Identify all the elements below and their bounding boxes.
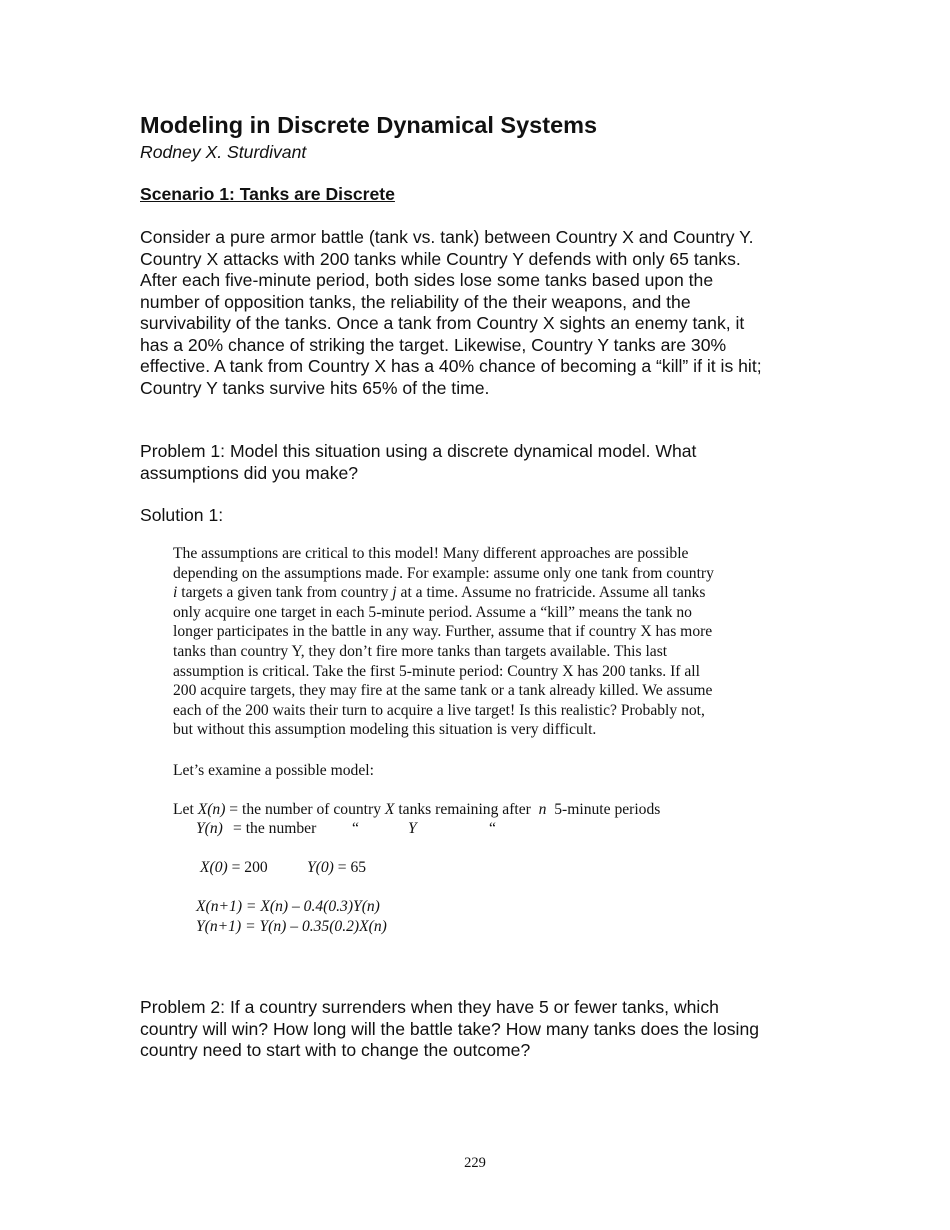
solution-line: but without this assumption modeling this situation is very difficult.: [173, 721, 597, 739]
scenario-line: survivability of the tanks. Once a tank from Country X sights an enemy tank, it: [140, 313, 745, 333]
examine-line: Let’s examine a possible model:: [173, 762, 374, 779]
author-name: Rodney X. Sturdivant: [140, 142, 307, 162]
definition-y-text: = the number: [233, 820, 317, 837]
solution-line: i targets a given tank from country j at a time. Assume no fratricide. Assume all tanks: [173, 584, 706, 602]
ditto-mark: “: [489, 820, 496, 837]
solution-line: tanks than country Y, they don’t fire more tanks than targets available. This last: [173, 642, 668, 660]
problem-2-line: Problem 2: If a country surrenders when they have 5 or fewer tanks, which: [140, 997, 719, 1017]
scenario-line: number of opposition tanks, the reliability of the their weapons, and the: [140, 291, 691, 312]
problem-2: [140, 997, 759, 1062]
definition-y-label: Y(n): [196, 820, 223, 837]
scenario-paragraph: [140, 227, 762, 399]
problem-1: [140, 441, 696, 484]
equation-x: X(n+1) = X(n) – 0.4(0.3)Y(n): [196, 898, 380, 915]
solution-line: each of the 200 waits their turn to acquire a live target! Is this realistic? Probably not,: [173, 701, 705, 719]
problem-2-line: country need to start with to change the outcome?: [140, 1040, 531, 1060]
page-title: Modeling in Discrete Dynamical Systems: [140, 112, 598, 138]
scenario-heading: Scenario 1: Tanks are Discrete: [140, 184, 395, 204]
page-number: 229: [464, 1155, 486, 1171]
solution-1-label: Solution 1:: [140, 505, 224, 525]
solution-line: assumption is critical. Take the first 5-minute period: Country X has 200 tanks. If all: [173, 662, 700, 680]
scenario-line: Consider a pure armor battle (tank vs. tank) between Country X and Country Y.: [140, 227, 754, 247]
scenario-line: has a 20% chance of striking the target. Likewise, Country Y tanks are 30%: [140, 334, 727, 355]
problem-1-line: Problem 1: Model this situation using a discrete dynamical model. What: [140, 441, 697, 461]
initial-x: X(0) = 200: [200, 859, 268, 876]
solution-line: longer participates in the battle in any way. Further, assume that if country X has more: [173, 623, 713, 641]
scenario-line: After each five-minute period, both sides lose some tanks based upon the: [140, 270, 714, 290]
solution-line: 200 acquire targets, they may fire at the same tank or a tank already killed. We assume: [173, 682, 713, 700]
solution-paragraph: [173, 544, 714, 740]
problem-2-line: country will win? How long will the battle take? How many tanks does the losing: [140, 1018, 760, 1039]
equation-y: Y(n+1) = Y(n) – 0.35(0.2)X(n): [196, 917, 387, 935]
definition-y-country: Y: [408, 820, 417, 837]
scenario-line: effective. A tank from Country X has a 40% chance of becoming a “kill” if it is hit;: [140, 356, 762, 376]
definition-x: Let X(n) = the number of country X tanks remaining after n 5-minute periods: [173, 801, 661, 818]
initial-y: Y(0) = 65: [307, 859, 367, 876]
var-i: i: [173, 584, 178, 602]
ditto-mark: “: [352, 820, 359, 837]
var-j: j: [392, 584, 397, 602]
equations: [196, 897, 387, 936]
solution-line: only acquire one target in each 5-minute period. Assume a “kill” means the tank no: [173, 603, 692, 621]
solution-line: The assumptions are critical to this model! Many different approaches are possible: [173, 545, 689, 562]
scenario-line: Country X attacks with 200 tanks while Country Y defends with only 65 tanks.: [140, 248, 741, 269]
problem-1-line: assumptions did you make?: [140, 462, 359, 483]
scenario-line: Country Y tanks survive hits 65% of the time.: [140, 377, 490, 398]
solution-line: depending on the assumptions made. For example: assume only one tank from country: [173, 564, 714, 582]
